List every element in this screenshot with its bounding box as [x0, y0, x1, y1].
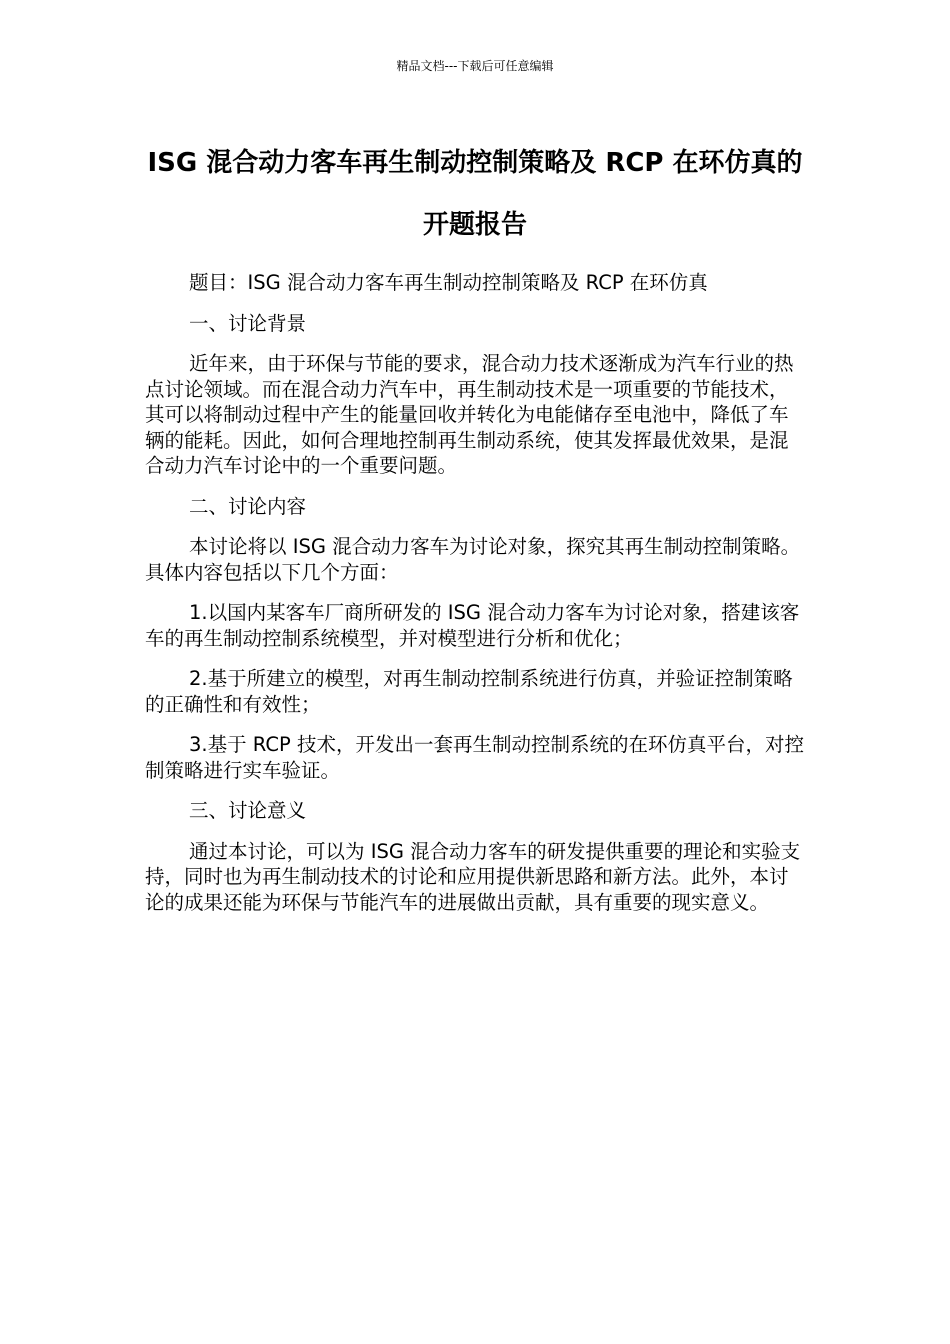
significance-paragraph: 通过本讨论，可以为 ISG 混合动力客车的研发提供重要的理论和实验支持，同时也为再生制动技术的讨论和应用提供新思路和新方法。此外，本讨论的成果还能为环保与节能汽车的进展做出贡献，具有重要的现实意义。 [145, 839, 801, 914]
content-intro-paragraph: 本讨论将以 ISG 混合动力客车为讨论对象，探究其再生制动控制策略。具体内容包括以下几个方面： [145, 535, 801, 584]
document-body [145, 270, 805, 915]
section-heading-content: 二、讨论内容 [189, 494, 307, 518]
page-header-note: 精品文档---下载后可任意编辑 [396, 59, 554, 73]
content-item-2: 2.基于所建立的模型，对再生制动控制系统进行仿真，并验证控制策略的正确性和有效性； [145, 667, 793, 716]
document-title: ISG 混合动力客车再生制动控制策略及 RCP 在环仿真的开题报告 [147, 148, 803, 240]
section-heading-background: 一、讨论背景 [189, 311, 307, 335]
background-paragraph: 近年来，由于环保与节能的要求，混合动力技术逐渐成为汽车行业的热点讨论领域。而在混合动力汽车中，再生制动技术是一项重要的节能技术，其可以将制动过程中产生的能量回收并转化为电能储存至电池中，降低了车辆的能耗。因此，如何合理地控制再生制动系统，使其发挥最优效果，是混合动力汽车讨论中的一个重要问题。 [145, 352, 794, 477]
topic-line: 题目：ISG 混合动力客车再生制动控制策略及 RCP 在环仿真 [189, 271, 708, 294]
section-heading-significance: 三、讨论意义 [189, 799, 307, 822]
content-item-1: 1.以国内某客车厂商所研发的 ISG 混合动力客车为讨论对象，搭建该客车的再生制动控制系统模型，并对模型进行分析和优化； [145, 601, 800, 650]
content-item-3: 3.基于 RCP 技术，开发出一套再生制动控制系统的在环仿真平台，对控制策略进行实车验证。 [145, 733, 804, 782]
